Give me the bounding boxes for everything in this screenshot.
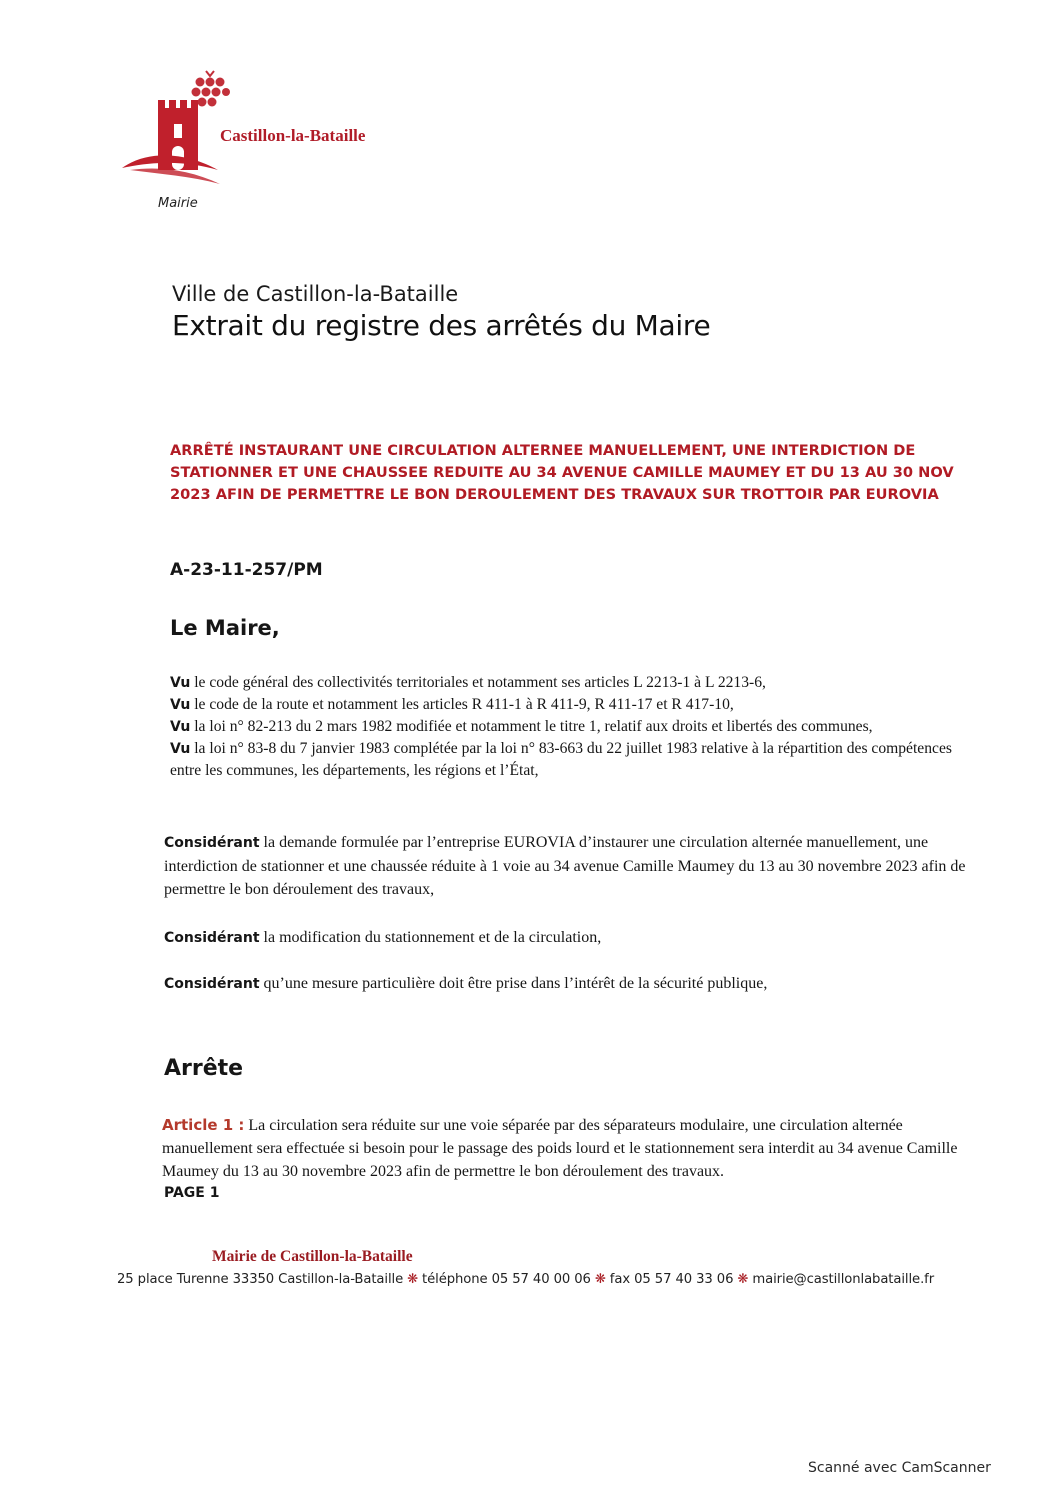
vu-text: la loi n° 82-213 du 2 mars 1982 modifiée et notamment le titre 1, relatif aux droits et libertés des communes, (190, 718, 873, 735)
vu-item (170, 738, 970, 782)
arrete-title: ARRÊTÉ INSTAURANT UNE CIRCULATION ALTERNEE MANUELLEMENT, UNE INTERDICTION DE STATIONNER ET UNE CHAUSSEE REDUITE AU 34 AVENUE CAMILLE MAUMEY ET DU 13 AU 30 NOV 2023 AFIN DE PERMETTRE LE BON DEROULEMENT DES TRAVAUX SUR TROTTOIR PAR EUROVIA (170, 442, 954, 503)
vu-keyword: Vu (170, 675, 191, 691)
footer-email: mairie@castillonlabataille.fr (752, 1272, 935, 1287)
article-1 (162, 1114, 962, 1183)
footer-contact (117, 1272, 997, 1287)
footer-fax: fax 05 57 40 33 06 (609, 1272, 734, 1287)
logo-town-name: Castillon-la-Bataille (220, 126, 366, 145)
considerant-keyword: Considérant (164, 930, 260, 946)
page-title: Extrait du registre des arrêtés du Maire (172, 309, 711, 342)
vu-text: le code général des collectivités territoriales et notamment ses articles L 2213-1 à L 2213-6, (190, 674, 766, 691)
considerant-paragraph (164, 926, 1004, 950)
vu-text: le code de la route et notamment les articles R 411-1 à R 411-9, R 411-17 et R 417-10, (190, 696, 734, 713)
considerant-keyword: Considérant (164, 976, 260, 992)
arrete-heading: Arrête (164, 1056, 244, 1081)
vu-item (170, 716, 970, 738)
separator-icon: ❋ (407, 1272, 419, 1287)
considerant-paragraph (164, 831, 1004, 901)
separator-icon: ❋ (737, 1272, 749, 1287)
scanner-note: Scanné avec CamScanner (808, 1460, 991, 1476)
page-number: PAGE 1 (164, 1185, 220, 1201)
vu-keyword: Vu (170, 741, 191, 757)
vu-keyword: Vu (170, 697, 191, 713)
logo-subtitle: Mairie (158, 196, 198, 211)
article-label: Article 1 : (162, 1116, 245, 1134)
vu-list (170, 672, 970, 782)
footer-phone: téléphone 05 57 40 00 06 (422, 1272, 591, 1287)
vu-text: la loi n° 83-8 du 7 janvier 1983 complétée par la loi n° 83-663 du 22 juillet 1983 relative à la répartition des compétences entre les communes, les départements, les régions et l’État, (170, 740, 952, 779)
vu-keyword: Vu (170, 719, 191, 735)
footer-address: 25 place Turenne 33350 Castillon-la-Bataille (117, 1272, 404, 1287)
vu-item (170, 672, 970, 694)
vu-item (170, 694, 970, 716)
considerant-text: la demande formulée par l’entreprise EUROVIA d’instaurer une circulation alternée manuellement, une interdiction de stationner et une chaussée réduite à 1 voie au 34 avenue Camille Maumey du 13 au 30 novembre 2023 afin de permettre le bon déroulement des travaux, (164, 834, 966, 898)
considerant-keyword: Considérant (164, 835, 260, 851)
separator-icon: ❋ (594, 1272, 606, 1287)
considerant-text: qu’une mesure particulière doit être prise dans l’intérêt de la sécurité publique, (259, 975, 768, 992)
header-city: Ville de Castillon-la-Bataille (172, 282, 459, 306)
article-text: La circulation sera réduite sur une voie séparée par des séparateurs modulaire, une circulation alternée manuellement sera effectuée si besoin pour le passage des poids lourd et le stationnement sera interdit au 34 avenue Camille Maumey du 13 au 30 novembre 2023 afin de permettre le bon déroulement des travaux. (162, 1117, 958, 1180)
castillon-logo-icon (120, 66, 230, 196)
considerant-paragraph (164, 972, 1004, 996)
footer-mairie-name: Mairie de Castillon-la-Bataille (212, 1248, 413, 1265)
arrete-reference: A-23-11-257/PM (170, 560, 323, 580)
considerant-text: la modification du stationnement et de la circulation, (259, 929, 602, 946)
le-maire-heading: Le Maire, (170, 616, 280, 640)
